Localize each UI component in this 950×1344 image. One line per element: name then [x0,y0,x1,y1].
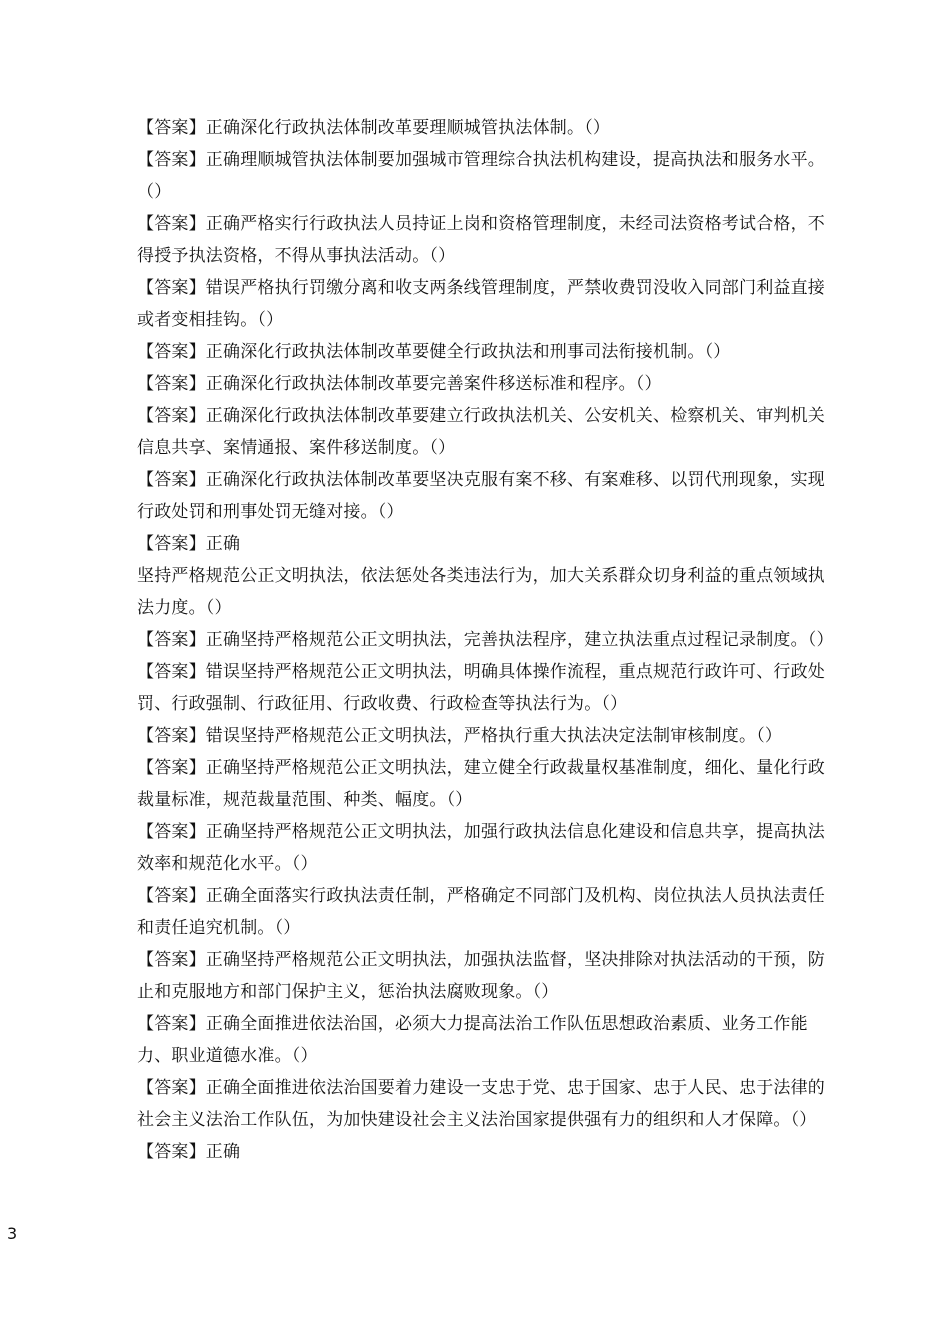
paragraph: 【答案】正确理顺城管执法体制要加强城市管理综合执法机构建设，提高执法和服务水平。（） [137,150,825,202]
paragraph: 坚持严格规范公正文明执法，依法惩处各类违法行为，加大关系群众切身利益的重点领域执法力度。（） [137,566,825,618]
paragraph: 【答案】正确坚持严格规范公正文明执法，加强执法监督，坚决排除对执法活动的干预，防止和克服地方和部门保护主义，惩治执法腐败现象。（） [137,950,825,1002]
paragraph: 【答案】正确坚持严格规范公正文明执法，加强行政执法信息化建设和信息共享，提高执法效率和规范化水平。（） [137,822,825,874]
paragraph: 【答案】正确深化行政执法体制改革要建立行政执法机关、公安机关、检察机关、审判机关信息共享、案情通报、案件移送制度。（） [137,406,825,458]
paragraph: 【答案】正确深化行政执法体制改革要坚决克服有案不移、有案难移、以罚代刑现象，实现行政处罚和刑事处罚无缝对接。（） [137,470,825,522]
paragraph: 【答案】正确深化行政执法体制改革要完善案件移送标准和程序。（） [137,374,662,394]
paragraph: 【答案】正确严格实行行政执法人员持证上岗和资格管理制度，未经司法资格考试合格，不得授予执法资格，不得从事执法活动。（） [137,214,825,266]
paragraph: 【答案】正确全面落实行政执法责任制，严格确定不同部门及机构、岗位执法人员执法责任和责任追究机制。（） [137,886,825,938]
paragraph: 【答案】正确全面推进依法治国要着力建设一支忠于党、忠于国家、忠于人民、忠于法律的社会主义法治工作队伍，为加快建设社会主义法治国家提供强有力的组织和人才保障。（） [137,1078,825,1130]
paragraph: 【答案】错误坚持严格规范公正文明执法，严格执行重大执法决定法制审核制度。（） [137,726,783,746]
document-body [137,112,839,1168]
paragraph: 【答案】正确坚持严格规范公正文明执法，完善执法程序，建立执法重点过程记录制度。（） [137,630,834,650]
paragraph: 【答案】正确深化行政执法体制改革要理顺城管执法体制。（） [137,118,611,138]
paragraph: 【答案】正确全面推进依法治国，必须大力提高法治工作队伍思想政治素质、业务工作能力、职业道德水准。（） [137,1014,808,1066]
paragraph: 【答案】错误坚持严格规范公正文明执法，明确具体操作流程，重点规范行政许可、行政处罚、行政强制、行政征用、行政收费、行政检查等执法行为。（） [137,662,825,714]
paragraph: 【答案】正确 [137,534,241,554]
paragraph: 【答案】正确坚持严格规范公正文明执法，建立健全行政裁量权基准制度，细化、量化行政裁量标准，规范裁量范围、种类、幅度。（） [137,758,825,810]
paragraph: 【答案】正确深化行政执法体制改革要健全行政执法和刑事司法衔接机制。（） [137,342,731,362]
paragraph: 【答案】正确 [137,1142,241,1162]
page-number: 3 [7,1224,18,1243]
paragraph: 【答案】错误严格执行罚缴分离和收支两条线管理制度，严禁收费罚没收入同部门利益直接或者变相挂钩。（） [137,278,825,330]
